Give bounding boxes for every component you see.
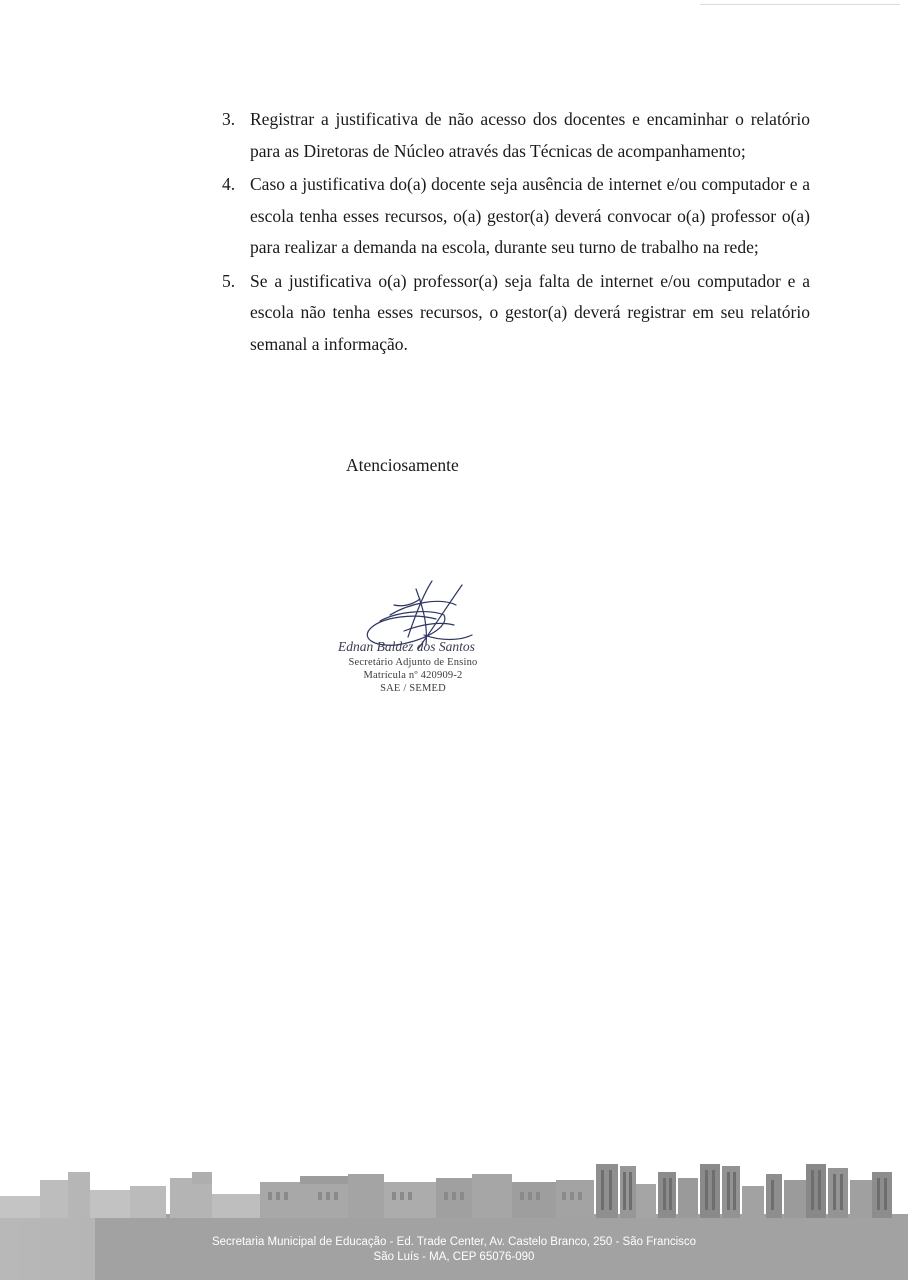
signatory-department: SAE / SEMED	[380, 683, 446, 694]
list-item	[220, 266, 810, 361]
signatory-name: Ednan Baldez dos Santos	[338, 639, 475, 654]
signatory-role: Secretário Adjunto de Ensino	[348, 657, 478, 668]
footer-address-line-2: São Luís - MA, CEP 65076-090	[373, 1251, 535, 1263]
list-item-number: 5.	[222, 270, 236, 291]
list-item-text: Se a justificativa o(a) professor(a) seja falta de internet e/ou computador e a escola não tenha esses recursos, o gestor(a) deverá registrar em seu relatório semanal a informação.	[250, 270, 810, 354]
footer-address-line-1: Secretaria Municipal de Educação - Ed. Trade Center, Av. Castelo Branco, 250 - São Francisco	[211, 1236, 697, 1248]
signatory-registration: Matrícula nº 420909-2	[363, 670, 463, 681]
list-item-number: 3.	[222, 109, 236, 129]
list-item	[220, 169, 810, 264]
list-item-text: Caso a justificativa do(a) docente seja ausência de internet e/ou computador e a escola tenha esses recursos, o(a) gestor(a) deverá convocar o(a) professor o(a) para realizar a demanda na escola, durante seu turno de trabalho na rede;	[250, 174, 810, 257]
scan-edge-line	[700, 4, 900, 5]
list-item-number: 4.	[222, 174, 236, 194]
instruction-list	[220, 104, 810, 360]
signature-block	[320, 575, 520, 705]
closing-salutation: Atenciosamente	[346, 455, 459, 475]
list-item-text: Registrar a justificativa de não acesso dos docentes e encaminhar o relatório para as Diretoras de Núcleo através das Técnicas de acompanhamento;	[250, 109, 810, 161]
list-item	[220, 104, 810, 167]
